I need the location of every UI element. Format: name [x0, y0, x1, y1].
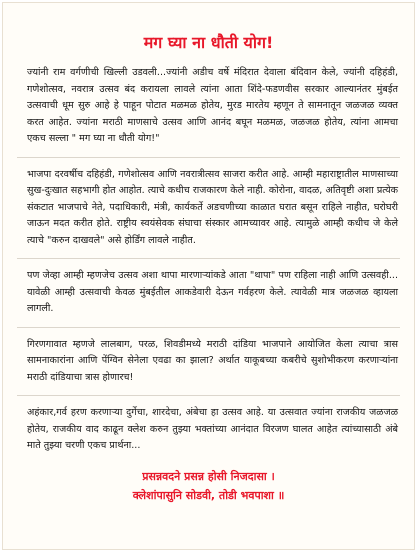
separator-line — [17, 157, 400, 158]
separator-line — [17, 327, 400, 328]
document-page — [2, 2, 415, 550]
paragraph-3: पण जेव्हा आम्ही म्हणजेच उत्सव अशा थापा मारणाऱ्यांकडे आता "थापा" पण राहिला नाही आणि उत्सवही... यावेळी आम्ही उत्सवाची केवळ मुंबईतील आकडेवारी देऊन गर्वहरण केले. त्यावेळी मात्र जळजळ व्हायला लागली. — [27, 270, 398, 314]
paragraph-5: अहंकार,गर्व हरण करणाऱ्या दुर्गेचा, शारदेचा, अंबेचा हा उत्सव आहे. या उत्सवात ज्यांना राजकीय जळजळ होतेय, राजकीय वाद काढून क्लेश करुन तुझ्या भक्तांच्या आनंदात विरजण घालत आहेत त्यांच्यासाठी अंबे माते तुझ्या चरणी एकच प्रार्थना... — [27, 407, 398, 451]
paragraph-4: गिरणगावात म्हणजे लालबाग, परळ, शिवडीमध्ये मराठी दांडिया भाजपाने आयोजित केला त्याचा त्रास सामनाकारांना आणि पेंग्विन सेनेला एवढा का झाला? अर्थात याकूबच्या कबरीचे सुशोभीकरण करणाऱ्यांना मराठी दांडियाचा त्रास होणारच! — [27, 338, 398, 383]
document-title: मग घ्या ना धौती योग! — [143, 33, 274, 52]
closing-line-1: प्रसन्नवदने प्रसन्न होसी निजदासा । — [142, 469, 275, 483]
paragraph-2: भाजपा दरवर्षीच दहिहंडी, गणेशोत्सव आणि नवरात्रीत्सव साजरा करीत आहे. आम्ही महाराष्ट्रातील माणसाच्या सुख-दुःखात सहभागी होत आहोत. त्याचे कधीच राजकारण केले नाही. कोरोना, वादळ, अतिवृष्टी अशा प्रत्येक संकटात भाजपाचे नेते, पदाधिकारी, मंत्री, कार्यकर्ते अडचणीच्या काळात घरात बसून राहिले नाहीत, घरोघरी जाऊन मदत करीत होते. राष्ट्रीय स्वयंसेवक संघाचा संस्कार आमच्यावर आहे. त्यामुळे आम्ही कधीच जे केले त्याचे "करुन दाखवले" असे होर्डिंग लावले नाहीत. — [27, 168, 398, 246]
closing-prayer — [3, 467, 414, 505]
separator-line — [17, 395, 400, 396]
closing-line-2: क्लेशांपासुनि सोडवी, तोडी भवपाशा ॥ — [132, 488, 285, 502]
separator-line — [17, 258, 400, 259]
paragraph-1: ज्यांनी राम वर्गणीची खिल्ली उडवली...ज्यांनी अडीच वर्षे मंदिरात देवाला बंदिवान केले, ज्यांनी दहिहंडी, गणेशोत्सव, नवरात्र उत्सव बंद करायला लावले त्यांना आता शिंदे-फडणवीस सरकार आल्यानंतर मुंबईत उत्सवाची धूम सुरु आहे हे पाहून पोटात मळमळ होतेय, मुरड मारतेय म्हणून ते सामनातून जळजळ व्यक्त करत आहेत. ज्यांना मराठी माणसाचे उत्सव आणि आनंद बघून मळमळ, जळजळ होतेय, त्यांना आमचा एकच सल्ला " मग घ्या ना धौती योग!" — [27, 67, 398, 144]
